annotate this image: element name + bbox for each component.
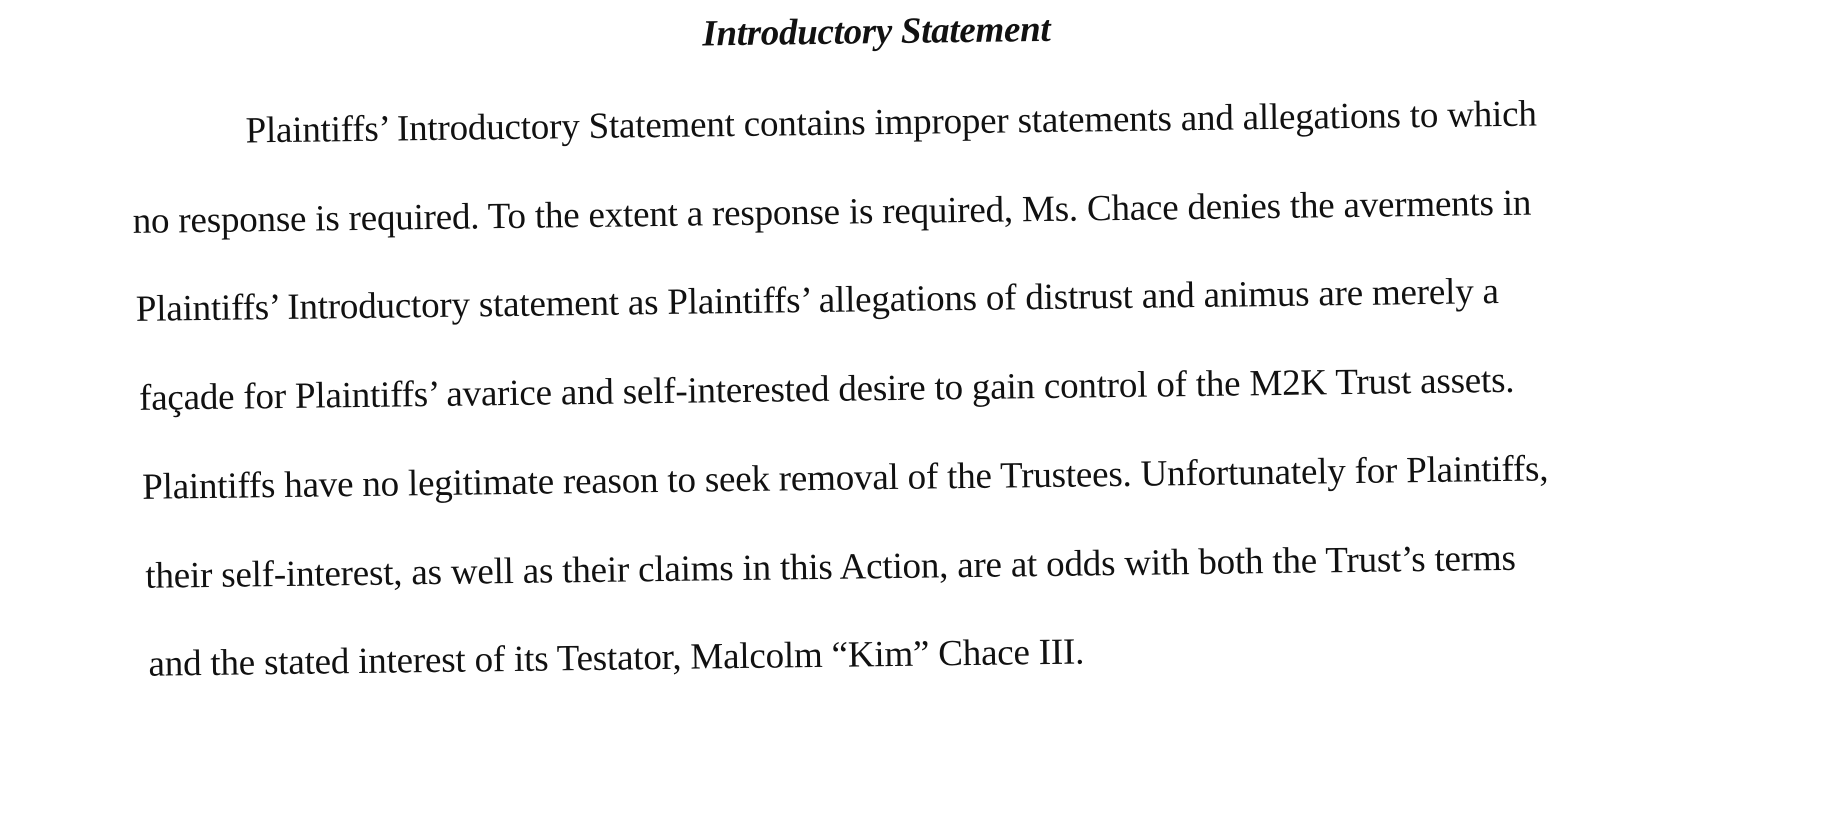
paragraph-line-7: and the stated interest of its Testator, Malcolm “Kim” Chace III.: [148, 631, 1085, 685]
section-heading: Introductory Statement: [702, 8, 1051, 55]
paragraph-line-6: their self-interest, as well as their claims in this Action, are at odds with both the Trust’s terms: [145, 537, 1516, 597]
paragraph-line-4: façade for Plaintiffs’ avarice and self-interested desire to gain control of the M2K Trust assets.: [138, 359, 1515, 419]
paragraph-line-5: Plaintiffs have no legitimate reason to seek removal of the Trustees. Unfortunately for Plaintiffs,: [141, 448, 1549, 508]
paragraph-line-3: Plaintiffs’ Introductory statement as Plaintiffs’ allegations of distrust and animus are merely a: [135, 271, 1500, 330]
paragraph-line-1: Plaintiffs’ Introductory Statement contains improper statements and allegations to which: [245, 93, 1537, 152]
paragraph-line-2: no response is required. To the extent a response is required, Ms. Chace denies the averments in: [132, 182, 1532, 242]
